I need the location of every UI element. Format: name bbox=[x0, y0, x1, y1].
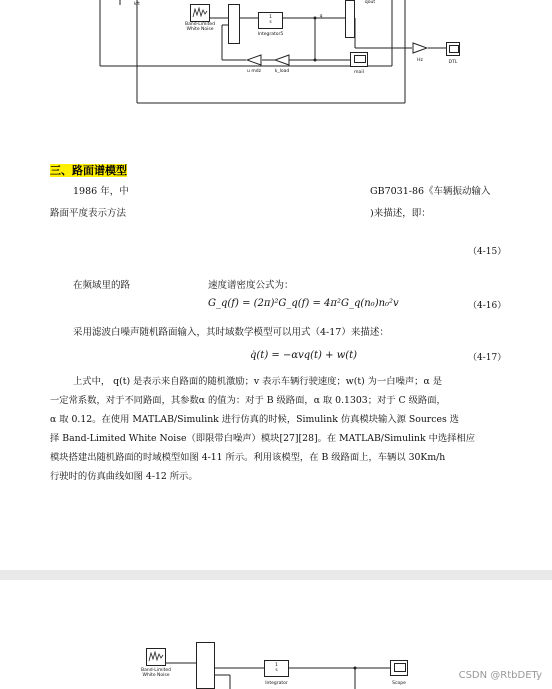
sum-block[interactable] bbox=[228, 4, 240, 44]
band-limited-noise-block[interactable] bbox=[146, 648, 166, 666]
body-line-1: 上式中， q(t) 是表示来自路面的随机激励；v 表示车辆行驶速度；w(t) 为一白噪声；α 是 bbox=[73, 376, 442, 387]
integrator-block[interactable] bbox=[264, 660, 289, 677]
scope-label: Scope bbox=[392, 681, 406, 686]
scope-screen-icon bbox=[394, 663, 406, 672]
para1-left: 1986 年，中 bbox=[73, 186, 129, 197]
sum-block[interactable] bbox=[196, 642, 215, 689]
scope-block[interactable] bbox=[390, 660, 408, 676]
watermark: CSDN @RtbDETy bbox=[458, 670, 542, 681]
eq-4-15-number: （4-15） bbox=[468, 247, 507, 257]
para1-right: GB7031-86《车辆振动输入 bbox=[370, 186, 491, 197]
k-load-gain-block[interactable] bbox=[274, 54, 290, 66]
u-mdz-label: u mdz bbox=[247, 69, 261, 74]
scope-screen-icon bbox=[449, 45, 459, 53]
band-limited-noise-label: Band-Limited White Noise bbox=[185, 22, 215, 32]
section-heading bbox=[50, 162, 127, 178]
integrator5-expr: 1 s bbox=[269, 15, 272, 25]
integrator-expr: 1 s bbox=[275, 663, 278, 673]
mail-label: mail bbox=[354, 70, 364, 75]
qout-block[interactable] bbox=[345, 0, 355, 38]
body-line-4: 择 Band-Limited White Noise（即限带白噪声）模块[27][28]。在 MATLAB/Simulink 中选择相应 bbox=[50, 433, 476, 444]
hz-gain-block[interactable] bbox=[412, 42, 428, 54]
noise-icon bbox=[191, 5, 209, 21]
scope-screen-icon bbox=[354, 55, 366, 63]
integrator-label: Integrator bbox=[265, 681, 288, 686]
noise-icon bbox=[147, 649, 165, 665]
para2-right: )来描述，即： bbox=[370, 208, 431, 219]
dtl-scope-block[interactable] bbox=[446, 42, 460, 56]
para3-left: 在频域里的路 bbox=[73, 280, 131, 291]
hz-label: Hz bbox=[417, 58, 423, 63]
integrator5-label: Integrator5 bbox=[257, 32, 284, 37]
body-line-5: 模块搭建出随机路面的时域模型如图 4-11 所示。利用该模型，在 B 级路面上，车辆以 30Km/h bbox=[50, 452, 446, 463]
para2-left: 路面平度表示方法 bbox=[50, 208, 127, 219]
eq-4-17-number: （4-17） bbox=[468, 353, 507, 363]
body-line-2: 一定常系数，对于不同路面，其参数α 的值为：对于 B 级路面，α 取 0.1303；对于 C 级路面， bbox=[50, 395, 446, 406]
eq-4-17: q̇(t) = −αvq(t) + w(t) bbox=[250, 350, 358, 361]
para4: 采用滤波白噪声随机路面输入，其时域数学模型可以用式（4-17）来描述： bbox=[73, 327, 389, 338]
page-2 bbox=[0, 580, 552, 689]
integrator5-block[interactable] bbox=[258, 12, 283, 29]
mail-scope-block[interactable] bbox=[350, 52, 368, 67]
body-line-3: α 取 0.12。在使用 MATLAB/Simulink 进行仿真的时候，Simulink 仿真模块输入源 Sources 选 bbox=[50, 414, 459, 425]
body-line-6: 行驶时的仿真曲线如图 4-12 所示。 bbox=[50, 471, 198, 482]
para3-right: 速度谱密度公式为： bbox=[208, 280, 294, 291]
eq-4-16: G_q(f) = (2π)²G_q(f) = 4π²G_q(n₀)n₀²v bbox=[208, 298, 399, 309]
dtl-label: DTL bbox=[448, 60, 458, 65]
section-heading-text: 三、路面谱模型 bbox=[50, 164, 127, 177]
kt-label: k/t bbox=[134, 2, 140, 7]
cropped-region bbox=[140, 160, 368, 375]
band-limited-noise-block[interactable] bbox=[190, 4, 210, 22]
band-limited-noise-label: Band-Limited White Noise bbox=[141, 668, 171, 678]
simulink-diagram-top bbox=[0, 0, 552, 110]
eq-4-16-number: （4-16） bbox=[468, 301, 507, 311]
q-label: q bbox=[319, 14, 323, 19]
k-load-label: k_load bbox=[274, 69, 290, 74]
qout-label: qout bbox=[364, 0, 376, 5]
u-mdz-gain-block[interactable] bbox=[246, 54, 262, 66]
